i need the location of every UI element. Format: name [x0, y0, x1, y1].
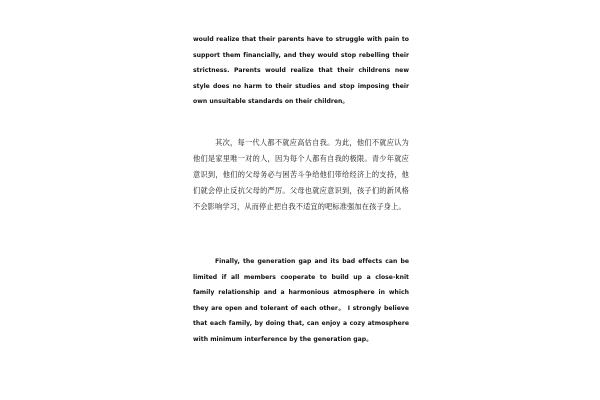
paragraph-chinese-text: 其次，每一代人都不就应高估自我。为此，他们不就应认为他们是家里唯一对的人，因为每个人都有自我的极限。青少年就应意识到，他们的父母务必与困苦斗争给他们带给经济上的支持，他们就会停止反抗父母的严厉。父母也就应意识到，孩子们的新风格不会影响学习，从而停止把自我不适宜的吧标准强加在孩子身上。 — [193, 138, 409, 211]
paragraph-english-1: would realize that their parents have to struggle with pain to support them financially, and they would stop rebelling their strictness. Parents would realize that their childrens new style does no harm to their studies and stop imposing their own unsuitable standards on their children。 — [193, 36, 409, 105]
paragraph-english-2 — [193, 254, 409, 347]
paragraph-english-2-text: Finally, the generation gap and its bad effects can be limited if all members cooperate to build up a close-knit family relationship and a harmonious atmosphere in which they are open and tolerant of each other。 I strongly believe that each family, by doing that, can enjoy a cozy atmosphere with minimum interference by the generation gap。 — [193, 258, 409, 343]
paragraph-chinese — [193, 135, 409, 215]
